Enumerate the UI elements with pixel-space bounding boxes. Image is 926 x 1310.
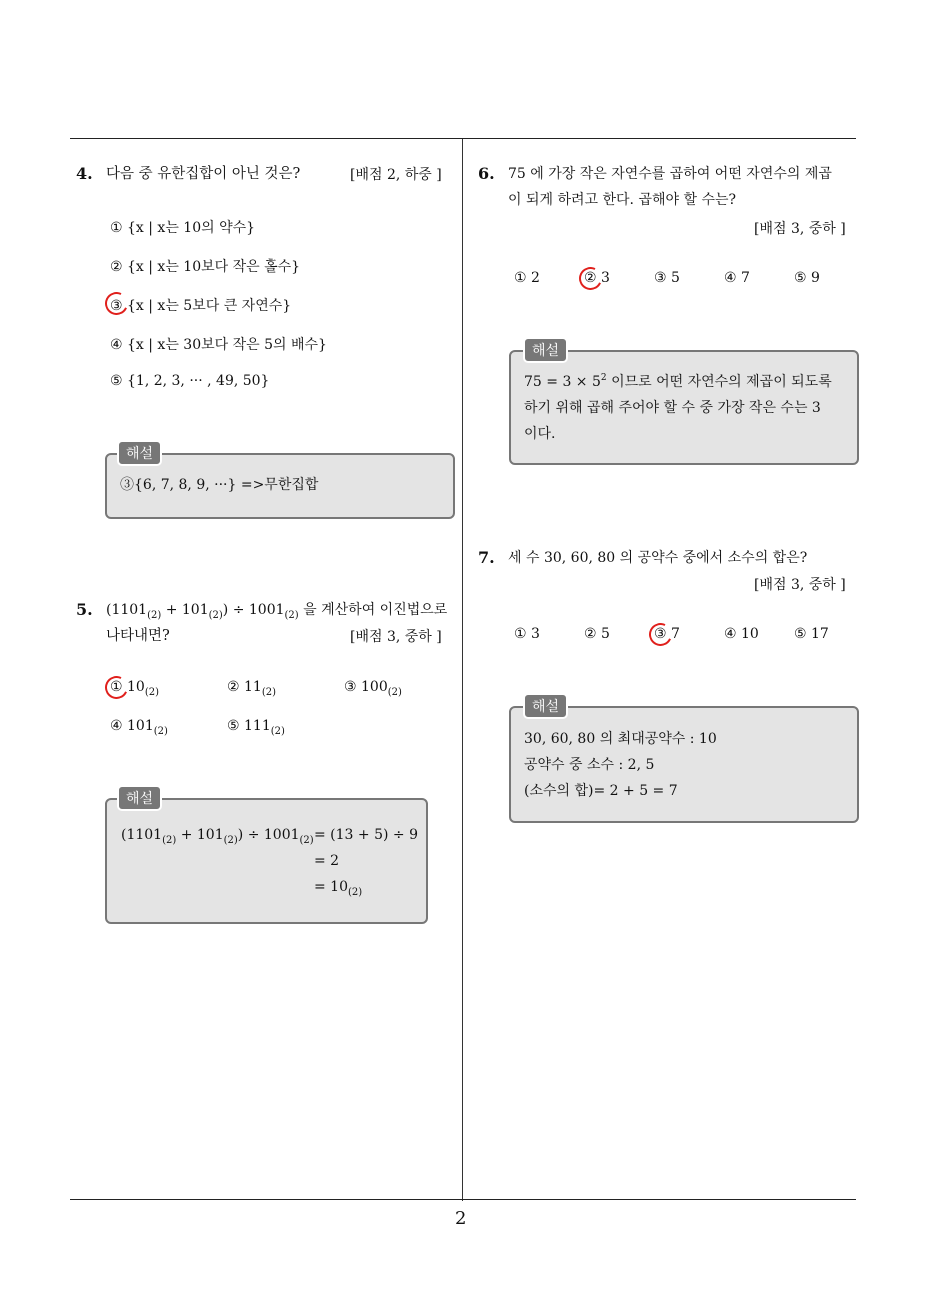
option-1[interactable]: ① 2 [514, 270, 540, 286]
option-mark: ③ [344, 679, 357, 695]
solution-line-1: = (13 + 5) ÷ 9 [314, 827, 418, 843]
option-5[interactable] [227, 718, 285, 737]
base-sub: (2) [208, 610, 223, 621]
option-value: 10 [127, 679, 145, 695]
expr-part: 이므로 어떤 자연수의 제곱이 되도록 [606, 374, 832, 390]
solution-box [509, 350, 859, 465]
option-value: 11 [244, 679, 262, 695]
solution-tag: 해설 [523, 693, 568, 719]
expr-part: (1101 [121, 827, 163, 843]
question-text: 다음 중 유한집합이 아닌 것은? [106, 166, 301, 182]
base-sub: (2) [387, 687, 402, 698]
base-sub: (2) [144, 687, 160, 698]
question-text [106, 597, 447, 625]
option-5[interactable]: ⑤ {1, 2, 3, ··· , 49, 50} [110, 373, 270, 389]
base-sub: (2) [261, 687, 277, 698]
option-mark: ⑤ [227, 718, 240, 734]
option-value: 100 [361, 679, 388, 695]
base-sub: (2) [147, 610, 162, 621]
question-text-line1: 75 에 가장 작은 자연수를 곱하여 어떤 자연수의 제곱 [508, 166, 832, 182]
answer-mark-icon [102, 673, 131, 702]
expr-part: + 101 [176, 827, 224, 843]
solution-text: ③{6, 7, 8, 9, ···} =>무한집합 [120, 477, 319, 493]
answer-mark-icon [576, 264, 605, 293]
question-meta: [배점 2, 하중 ] [350, 167, 442, 183]
expr-part: 을 계산하여 이진법으로 [298, 602, 448, 618]
solution-line-2: = 2 [314, 853, 340, 869]
question-meta: [배점 3, 중하 ] [754, 221, 846, 237]
option-2[interactable]: ② 5 [584, 626, 610, 642]
top-rule [70, 138, 856, 139]
expr-part: (1101 [106, 602, 148, 618]
exponent: 2 [600, 373, 607, 383]
option-3[interactable]: ③ {x | x는 5보다 큰 자연수} [110, 298, 292, 314]
solution-line-1: 30, 60, 80 의 최대공약수 : 10 [524, 731, 717, 747]
base-sub: (2) [284, 610, 299, 621]
option-value: 111 [244, 718, 271, 734]
option-value: 101 [127, 718, 154, 734]
solution-tag: 해설 [523, 337, 568, 363]
option-2[interactable]: ② {x | x는 10보다 작은 홀수} [110, 259, 301, 275]
expr-part: ) ÷ 1001 [222, 602, 285, 618]
question-text-line2: 이 되게 하려고 한다. 곱해야 할 수는? [508, 192, 736, 208]
question-text-line2: 나타내면? [106, 628, 170, 644]
page-number: 2 [455, 1208, 467, 1229]
expr-part: + 101 [161, 602, 209, 618]
question-number: 6. [478, 164, 495, 183]
solution-line-3 [314, 874, 362, 902]
question-meta: [배점 3, 중하 ] [754, 577, 846, 593]
solution-line-1 [524, 369, 832, 397]
base-sub: (2) [162, 835, 177, 846]
expr-part: ) ÷ 1001 [237, 827, 300, 843]
solution-line-3: 이다. [524, 426, 556, 442]
option-3[interactable] [344, 679, 402, 698]
question-text: 세 수 30, 60, 80 의 공약수 중에서 소수의 합은? [508, 550, 808, 566]
base-sub: (2) [270, 726, 285, 737]
option-2[interactable] [227, 679, 277, 698]
option-5[interactable]: ⑤ 9 [794, 270, 820, 286]
solution-line-2: 공약수 중 소수 : 2, 5 [524, 757, 655, 773]
base-sub: (2) [348, 887, 363, 898]
solution-tag: 해설 [117, 785, 162, 811]
question-number: 7. [478, 548, 495, 567]
option-mark: ④ [110, 718, 123, 734]
solution-line-2: 하기 위해 곱해 주어야 할 수 중 가장 작은 수는 3 [524, 400, 821, 416]
solution-line-3: (소수의 합)= 2 + 5 = 7 [524, 783, 678, 799]
option-4[interactable]: ④ {x | x는 30보다 작은 5의 배수} [110, 337, 327, 353]
option-4[interactable] [110, 718, 168, 737]
solution-box [509, 706, 859, 823]
solution-tag: 해설 [117, 440, 162, 466]
option-mark: ① [110, 679, 123, 695]
option-1[interactable]: ① 3 [514, 626, 540, 642]
answer-mark-icon [646, 620, 675, 649]
base-sub: (2) [153, 726, 168, 737]
option-3[interactable]: ③ 7 [654, 626, 680, 642]
question-number: 4. [76, 164, 93, 183]
base-sub: (2) [299, 835, 314, 846]
base-sub: (2) [223, 835, 238, 846]
option-2[interactable]: ② 3 [584, 270, 610, 286]
solution-lhs [121, 822, 314, 850]
option-3[interactable]: ③ 5 [654, 270, 680, 286]
expr-part: 75 = 3 × 5 [524, 374, 601, 390]
option-4[interactable]: ④ 7 [724, 270, 750, 286]
question-meta: [배점 3, 중하 ] [350, 629, 442, 645]
option-1[interactable]: ① {x | x는 10의 약수} [110, 220, 256, 236]
option-5[interactable]: ⑤ 17 [794, 626, 829, 642]
expr-part: = 10 [314, 879, 348, 895]
option-4[interactable]: ④ 10 [724, 626, 759, 642]
question-number: 5. [76, 600, 93, 619]
column-divider [462, 139, 463, 1201]
bottom-rule [70, 1199, 856, 1200]
option-mark: ② [227, 679, 240, 695]
solution-box [105, 798, 428, 924]
